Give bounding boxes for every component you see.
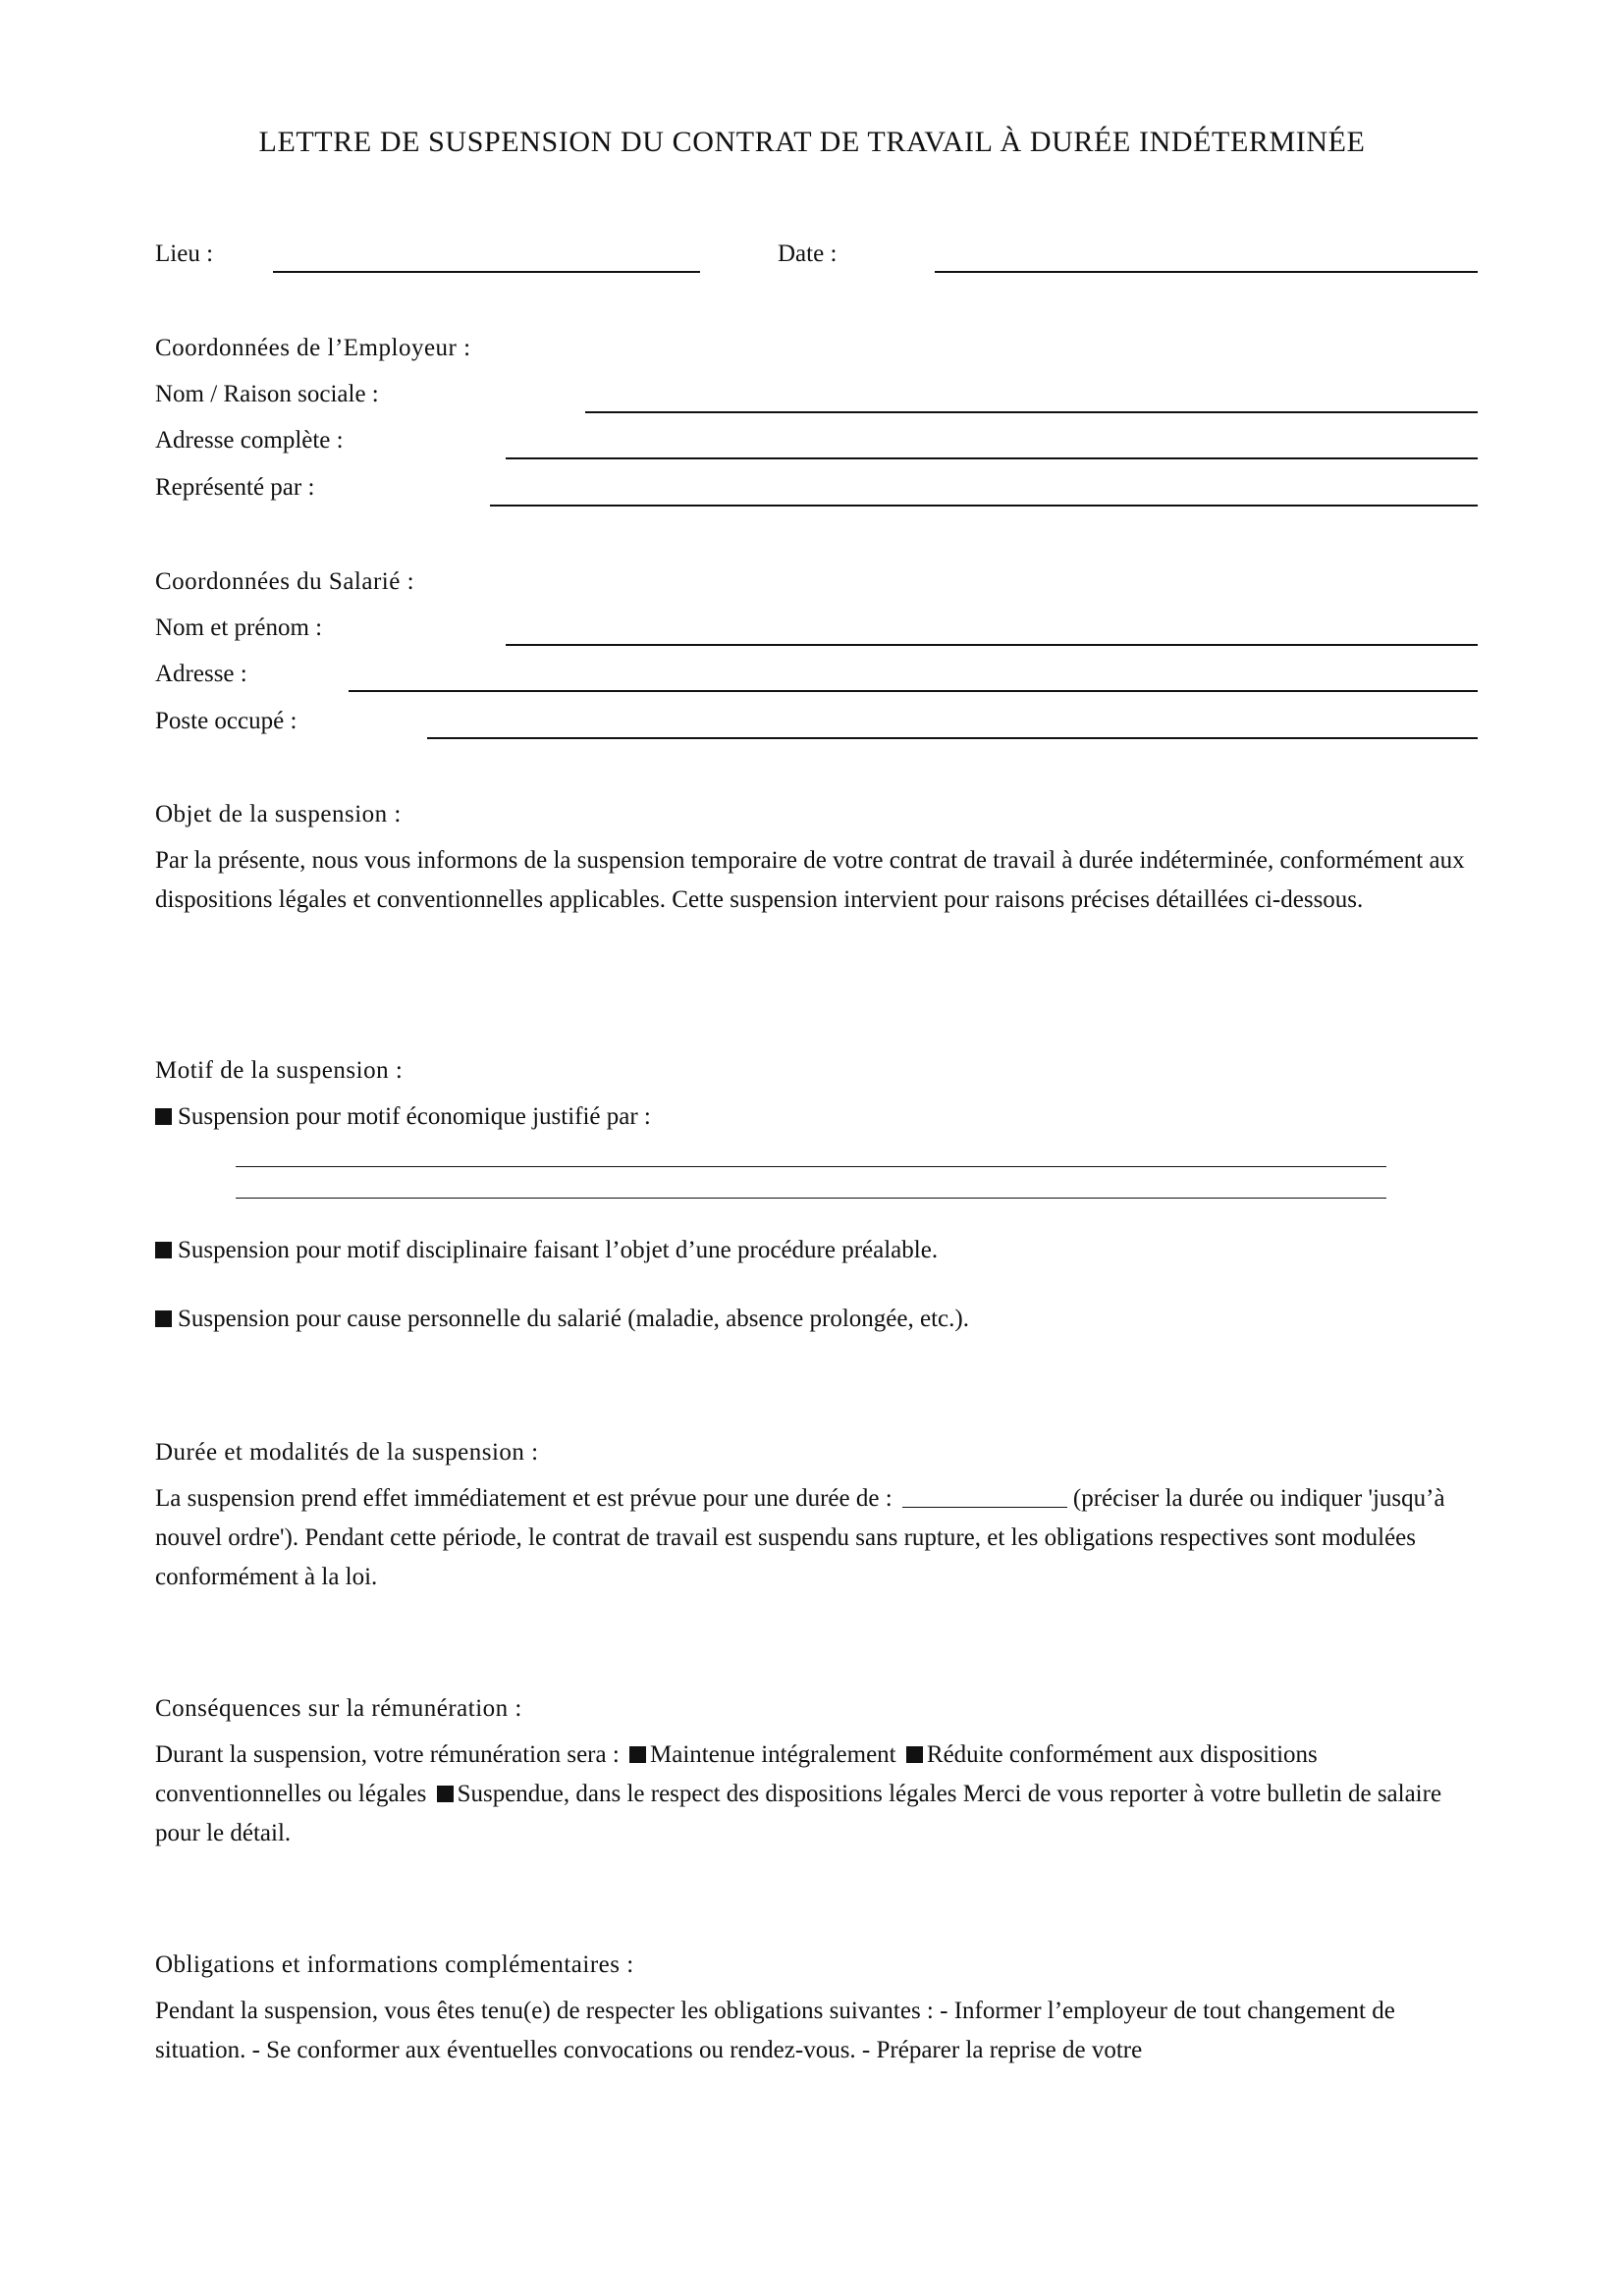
lieu-field[interactable] (273, 271, 700, 273)
object-text: Par la présente, nous vous informons de la suspension temporaire de votre contrat de travail à durée indéterminée, conformément aux dispositions légales et conventionnelles applicables. Cette suspension intervient pour raisons précises détaillées ci-dessous. (155, 847, 1465, 913)
pay-option-maintained: Maintenue intégralement (650, 1741, 896, 1768)
checkbox-icon[interactable] (629, 1746, 646, 1763)
employer-rep-field[interactable] (490, 505, 1478, 507)
motive-option-personal[interactable] (155, 1306, 969, 1333)
employee-address-label: Adresse : (155, 661, 247, 687)
obligations-heading: Obligations et informations complémentaires : (155, 1951, 634, 1978)
employee-position-label: Poste occupé : (155, 708, 298, 734)
employer-name-field[interactable] (585, 411, 1478, 413)
motive-option-economic-label: Suspension pour motif économique justifié par : (178, 1103, 651, 1130)
employer-heading: Coordonnées de l’Employeur : (155, 335, 471, 361)
duration-heading: Durée et modalités de la suspension : (155, 1439, 539, 1466)
checkbox-icon[interactable] (155, 1310, 172, 1327)
motive-option-disciplinary[interactable] (155, 1237, 938, 1264)
economic-justification-line-2[interactable] (236, 1198, 1386, 1199)
lieu-label: Lieu : (155, 240, 214, 267)
pay-option-reduced: Réduite conformément aux dispositions conventionnelles ou légales (155, 1741, 1318, 1807)
employer-name-label: Nom / Raison sociale : (155, 381, 379, 407)
checkbox-icon[interactable] (906, 1746, 923, 1763)
pay-intro: Durant la suspension, votre rémunération sera : (155, 1741, 620, 1768)
employee-heading: Coordonnées du Salarié : (155, 568, 415, 595)
checkbox-icon[interactable] (155, 1108, 172, 1125)
object-heading: Objet de la suspension : (155, 801, 402, 828)
pay-option-suspended: Suspendue, dans le respect des dispositions légales Merci de vous reporter à votre bulletin de salaire pour le détail. (155, 1781, 1442, 1846)
checkbox-icon[interactable] (155, 1242, 172, 1258)
pay-text (155, 1735, 1476, 1853)
employer-address-field[interactable] (506, 457, 1478, 459)
motive-option-personal-label: Suspension pour cause personnelle du salarié (maladie, absence prolongée, etc.). (178, 1306, 969, 1332)
employee-name-label: Nom et prénom : (155, 614, 323, 641)
motive-option-disciplinary-label: Suspension pour motif disciplinaire faisant l’objet d’une procédure préalable. (178, 1237, 939, 1263)
checkbox-icon[interactable] (437, 1786, 454, 1802)
duration-text-before: La suspension prend effet immédiatement et est prévue pour une durée de : (155, 1485, 893, 1512)
date-field[interactable] (935, 271, 1478, 273)
duration-text (155, 1479, 1476, 1597)
motive-heading: Motif de la suspension : (155, 1057, 404, 1084)
duration-text-after: (préciser la durée ou indiquer 'jusqu’à nouvel ordre'). Pendant cette période, le contrat de travail est suspendu sans rupture, et les obligations respectives sont modulées conformément à la loi. (155, 1485, 1445, 1590)
economic-justification-line-1[interactable] (236, 1166, 1386, 1167)
pay-heading: Conséquences sur la rémunération : (155, 1695, 522, 1722)
motive-option-economic[interactable] (155, 1103, 651, 1131)
employee-position-field[interactable] (427, 737, 1478, 739)
date-label: Date : (778, 240, 838, 267)
employer-rep-label: Représenté par : (155, 474, 315, 501)
employer-address-label: Adresse complète : (155, 427, 344, 454)
employee-name-field[interactable] (506, 644, 1478, 646)
employee-address-field[interactable] (349, 690, 1478, 692)
duration-blank-field[interactable] (902, 1485, 1067, 1508)
obligations-text: Pendant la suspension, vous êtes tenu(e) de respecter les obligations suivantes : - Informer l’employeur de tout changement de situation. - Se conformer aux éventuelles convocations ou rendez-vous. - Préparer la reprise de votre (155, 1998, 1395, 2063)
document-title: LETTRE DE SUSPENSION DU CONTRAT DE TRAVAIL À DURÉE INDÉTERMINÉE (258, 126, 1366, 158)
